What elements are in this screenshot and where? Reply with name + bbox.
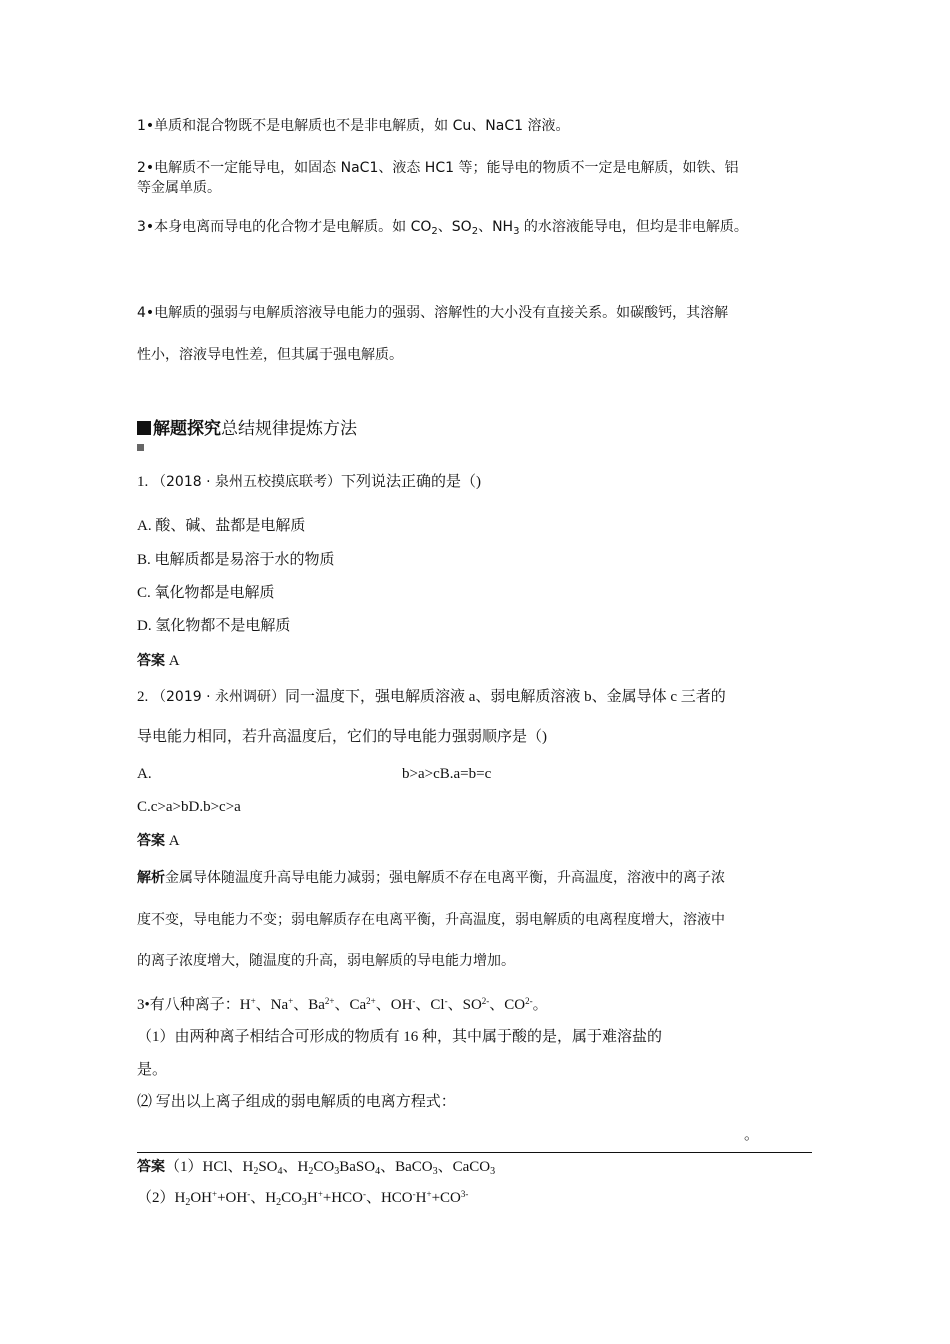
q3-answer-2: $(2)H_2OH^++OH^-$、$H_2CO_3H^++HCO^-$、$HCO^-H^++CO^{3-}$ [137, 1189, 469, 1208]
q2-option-c-d: C.c>a>bD.b>c>a [137, 799, 241, 815]
q1-stem: 1. （2018 · 泉州五校摸底联考）下列说法正确的是（) [137, 474, 481, 490]
q3-part1-line1: （1）由两种离子相结合可形成的物质有 16 种，其中属于酸的是，属于难溶盐的 [137, 1029, 663, 1045]
q1-option-c: C. 氧化物都是电解质 [137, 585, 275, 601]
q2-analysis-line3: 的离子浓度增大，随温度的升高，弱电解质的导电能力增加。 [137, 953, 515, 969]
q1-option-b: B. 电解质都是易溶于水的物质 [137, 552, 335, 568]
note-3: 3•本身电离而导电的化合物才是电解质。如 $CO_2$、$SO_2$、$NH_3$ 的水溶液能导电，但均是非电解质。 [137, 219, 748, 237]
note-4-line2: 性小，溶液导电性差，但其属于强电解质。 [137, 347, 403, 363]
note-4-line1: 4•电解质的强弱与电解质溶液导电能力的强弱、溶解性的大小没有直接关系。如碳酸钙，其溶解 [137, 305, 729, 321]
q3-part2-end: 。 [744, 1127, 760, 1143]
small-square-icon [137, 444, 144, 451]
q2-option-a-label: A. [137, 766, 152, 782]
q3-part1-line2: 是。 [137, 1062, 168, 1078]
q1-option-d: D. 氢化物都不是电解质 [137, 618, 291, 634]
q3-answer-1: 答案（1）HCl、$H_2SO_4$、$H_2CO_3BaSO_4$、BaCO$_3$、CaCO$_3$ [137, 1159, 496, 1177]
q2-option-a-b: b>a>cB.a=b=c [402, 766, 492, 782]
q2-stem-line2: 导电能力相同，若升高温度后，它们的导电能力强弱顺序是（) [137, 729, 547, 745]
q3-intro: 3•有八种离子：H+、Na+、$Ba^{2+}$、$Ca^{2+}$、OH-、Cl-、$SO^{2-}$、$CO^{2-}$。 [137, 996, 548, 1013]
q2-analysis-line1: 解析金属导体随温度升高导电能力减弱；强电解质不存在电离平衡，升高温度，溶液中的离子浓 [137, 870, 725, 886]
square-bullet-icon [137, 421, 151, 435]
q2-answer: 答案 A [137, 833, 180, 849]
answer-divider [137, 1152, 812, 1153]
q2-stem-line1: 2. （2019 · 永州调研）同一温度下，强电解质溶液 a、弱电解质溶液 b、金属导体 c 三者的 [137, 689, 726, 705]
section-heading: 解题探究总结规律提炼方法 [137, 419, 357, 439]
q2-analysis-line2: 度不变，导电能力不变；弱电解质存在电离平衡，升高温度，弱电解质的电离程度增大，溶液中 [137, 912, 725, 928]
q1-answer: 答案 A [137, 653, 180, 669]
note-2-line2: 等金属单质。 [137, 180, 221, 196]
note-1: 1•单质和混合物既不是电解质也不是非电解质，如 Cu、NaC1 溶液。 [137, 118, 570, 134]
note-2-line1: 2•电解质不一定能导电，如固态 NaC1、液态 HC1 等；能导电的物质不一定是电解质，如铁、铝 [137, 160, 739, 176]
q1-option-a: A. 酸、碱、盐都是电解质 [137, 518, 306, 534]
q3-part2: ⑵ 写出以上离子组成的弱电解质的电离方程式： [137, 1094, 456, 1110]
